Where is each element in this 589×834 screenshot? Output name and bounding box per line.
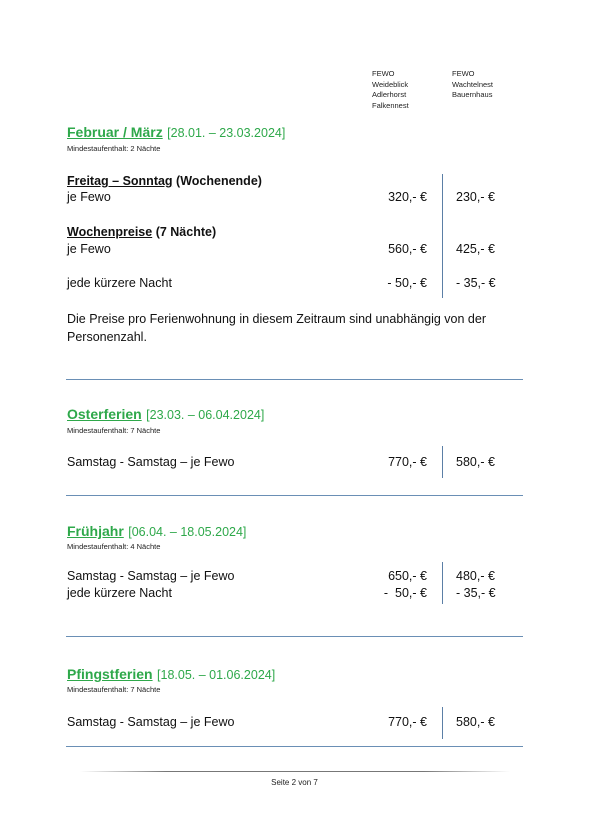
price-col2: 580,- € <box>456 455 495 469</box>
column-header-2-line: FEWO <box>452 69 475 78</box>
price-col2: 230,- € <box>456 190 495 204</box>
row-label: je Fewo <box>67 190 111 204</box>
section-title <box>67 406 264 424</box>
date-range: [18.05. – 01.06.2024] <box>157 668 276 682</box>
subheading-week-suffix: (7 Nächte) <box>152 225 217 239</box>
price-col1: 770,- € <box>388 715 427 729</box>
subheading-week <box>67 225 216 239</box>
price-col2: 480,- € <box>456 569 495 583</box>
min-stay: Mindestaufenthalt: 7 Nächte <box>67 426 161 435</box>
price-col1: - 50,- € <box>383 586 427 600</box>
row-label: jede kürzere Nacht <box>67 586 172 600</box>
column-divider <box>442 562 443 604</box>
row-label: jede kürzere Nacht <box>67 276 172 290</box>
subheading-weekend-suffix: (Wochenende) <box>172 174 262 188</box>
min-stay: Mindestaufenthalt: 2 Nächte <box>67 144 161 153</box>
season-title: Februar / März <box>67 124 163 140</box>
column-divider <box>442 707 443 739</box>
season-title: Frühjahr <box>67 523 124 539</box>
subheading-week-main: Wochenpreise <box>67 225 153 239</box>
price-col2: 425,- € <box>456 242 495 256</box>
section-title <box>67 523 246 541</box>
column-header-1-line: Adlerhorst <box>372 90 407 99</box>
price-col1: 650,- € <box>388 569 427 583</box>
column-divider <box>442 174 443 298</box>
footer-rule <box>80 771 510 772</box>
date-range: [28.01. – 23.03.2024] <box>167 126 286 140</box>
column-divider <box>442 446 443 478</box>
price-col2: - 35,- € <box>456 276 496 290</box>
column-header-2 <box>452 69 493 101</box>
section-divider <box>66 379 523 380</box>
subheading-weekend <box>67 174 262 188</box>
column-header-1 <box>372 69 409 111</box>
row-label: Samstag - Samstag – je Fewo <box>67 455 235 469</box>
subheading-weekend-main: Freitag – Sonntag <box>67 174 173 188</box>
min-stay: Mindestaufenthalt: 4 Nächte <box>67 542 161 551</box>
row-label: Samstag - Samstag – je Fewo <box>67 715 235 729</box>
season-title: Osterferien <box>67 406 142 422</box>
min-stay: Mindestaufenthalt: 7 Nächte <box>67 685 161 694</box>
column-header-2-line: Bauernhaus <box>452 90 493 99</box>
price-col1: 770,- € <box>388 455 427 469</box>
row-label: Samstag - Samstag – je Fewo <box>67 569 235 583</box>
price-col1: 320,- € <box>388 190 427 204</box>
column-header-1-line: Falkennest <box>372 100 409 110</box>
row-label: je Fewo <box>67 242 111 256</box>
section-title <box>67 124 285 142</box>
date-range: [06.04. – 18.05.2024] <box>128 525 247 539</box>
section-divider <box>66 495 523 496</box>
column-header-2-line: Wachtelnest <box>452 79 493 89</box>
column-header-1-line: FEWO <box>372 69 395 78</box>
page-number: Seite 2 von 7 <box>271 778 318 787</box>
season-title: Pfingstferien <box>67 666 153 682</box>
price-col1: - 50,- € <box>387 276 427 290</box>
section-title <box>67 666 275 684</box>
date-range: [23.03. – 06.04.2024] <box>146 408 265 422</box>
section-divider <box>66 746 523 747</box>
price-col2: - 35,- € <box>456 586 496 600</box>
note-paragraph: Die Preise pro Ferienwohnung in diesem Zeitraum sind unabhängig von der Personenzahl. <box>67 312 486 344</box>
price-col2: 580,- € <box>456 715 495 729</box>
column-header-1-line: Weideblick <box>372 79 409 89</box>
section-divider <box>66 636 523 637</box>
price-col1: 560,- € <box>388 242 427 256</box>
